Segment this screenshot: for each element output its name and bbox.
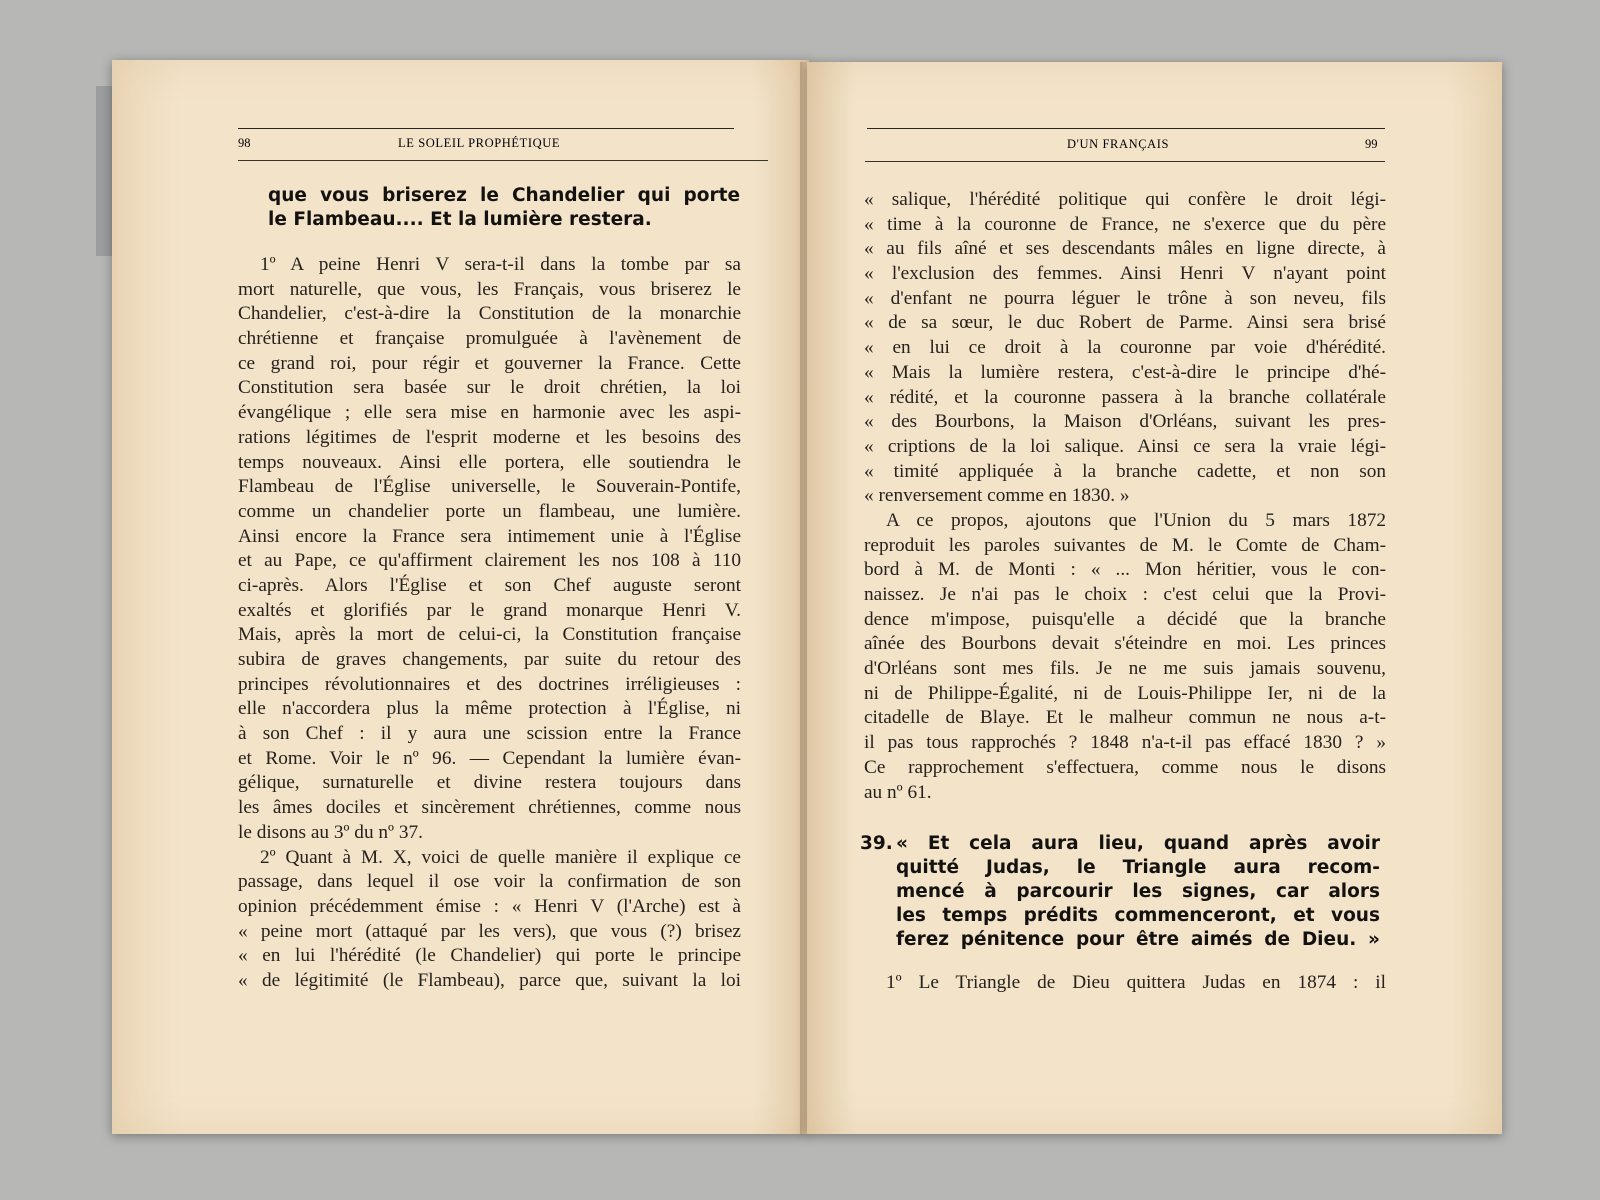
section-number: 39. <box>860 833 893 854</box>
text-line: reproduit les paroles suivantes de M. le Comte de Cham- <box>864 534 1386 556</box>
text-line: à son Chef : il y aura une scission entre la France <box>238 723 741 745</box>
verse-line: quitté Judas, le Triangle aura recom- <box>896 857 1380 878</box>
text-line: chrétienne et française promulguée à l'avènement de <box>238 328 741 350</box>
text-line: « time à la couronne de France, ne s'exerce que du père <box>864 213 1386 235</box>
text-line: A ce propos, ajoutons que l'Union du 5 mars 1872 <box>886 509 1386 531</box>
text-line: « au fils aîné et ses descendants mâles en ligne directe, à <box>864 238 1386 260</box>
text-line: au nº 61. <box>864 781 932 803</box>
verse-line: mencé à parcourir les signes, car alors <box>896 881 1380 902</box>
text-line: passage, dans lequel il ose voir la confirmation de son <box>238 871 741 893</box>
text-line: ce grand roi, pour régir et gouverner la France. Cette <box>238 352 741 374</box>
heading-line: le Flambeau.... Et la lumière restera. <box>268 209 652 230</box>
text-line: naissez. Je n'ai pas le choix : c'est celui que la Provi- <box>864 584 1386 605</box>
right-body-text <box>864 188 1386 805</box>
text-line: ci-après. Alors l'Église et son Chef auguste seront <box>238 574 741 596</box>
text-line: ni de Philippe-Égalité, ni de Louis-Philippe Ier, ni de la <box>864 682 1386 704</box>
text-line: « renversement comme en 1830. » <box>864 485 1130 507</box>
text-line: Ce rapprochement s'effectuera, comme nous le disons <box>864 756 1386 778</box>
header-rule-top <box>867 128 1385 129</box>
text-line: « criptions de la loi salique. Ainsi ce sera la vraie légi- <box>864 435 1386 457</box>
text-line: comme un chandelier porte un flambeau, une lumière. <box>238 500 741 522</box>
text-line: « salique, l'hérédité politique qui confère le droit légi- <box>864 189 1386 210</box>
right-page <box>807 62 1502 1134</box>
text-line: « de légitimité (le Flambeau), parce que, suivant la loi <box>238 969 741 991</box>
text-line: bord à M. de Monti : « ... Mon héritier, vous le con- <box>864 559 1386 581</box>
text-line: citadelle de Blaye. Et le malheur commun ne nous a-t- <box>864 707 1386 729</box>
text-line: aînée des Bourbons devait s'éteindre en moi. Les princes <box>864 633 1386 655</box>
text-line: les âmes dociles et sincèrement chrétiennes, comme nous <box>238 797 741 819</box>
text-line: il pas tous rapprochés ? 1848 n'a-t-il pas effacé 1830 ? » <box>864 732 1386 754</box>
running-title-right: D'UN FRANÇAIS <box>1067 137 1170 151</box>
left-page <box>112 60 809 1134</box>
text-line: le disons au 3º du nº 37. <box>238 821 423 843</box>
text-line: 1º Le Triangle de Dieu quittera Judas en 1874 : il <box>886 972 1386 993</box>
page-number-left: 98 <box>238 136 251 150</box>
text-line: rations légitimes de l'esprit moderne et les besoins des <box>238 426 741 448</box>
text-line: Chandelier, c'est-à-dire la Constitution de la monarchie <box>238 303 741 325</box>
text-line: elle n'accordera plus la même protection à l'Église, ni <box>238 698 741 720</box>
text-line: « Mais la lumière restera, c'est-à-dire le principe d'hé- <box>864 361 1386 383</box>
heading-line: que vous briserez le Chandelier qui porte <box>268 185 740 206</box>
text-line: opinion précédemment émise : « Henri V (l'Arche) est à <box>238 895 741 917</box>
text-line: « peine mort (attaqué par les vers), que vous (?) brisez <box>238 920 741 942</box>
page-number-right: 99 <box>1365 137 1378 151</box>
verse-line: « Et cela aura lieu, quand après avoir <box>896 833 1380 854</box>
text-line: et au Pape, ce qu'affirment clairement les nos 108 à 110 <box>238 550 741 572</box>
verse-line: les temps prédits commenceront, et vous <box>896 905 1380 926</box>
left-body-text <box>238 253 741 994</box>
text-line: « de sa sœur, le duc Robert de Parme. Ainsi sera brisé <box>864 312 1386 334</box>
text-line: « en lui l'hérédité (le Chandelier) qui porte le principe <box>238 945 741 967</box>
text-line: 1º A peine Henri V sera-t-il dans la tombe par sa <box>260 254 741 275</box>
text-line: subira de graves changements, par suite du retour des <box>238 649 741 670</box>
text-line: d'Orléans sont mes fils. Je ne me suis jamais souvenu, <box>864 658 1386 680</box>
text-line: mort naturelle, que vous, les Français, vous briserez le <box>238 278 741 300</box>
text-line: principes révolutionnaires et des doctrines irréligieuses : <box>238 673 741 695</box>
running-title-left: LE SOLEIL PROPHÉTIQUE <box>398 136 561 150</box>
text-line: dence m'impose, puisqu'elle a décidé que la branche <box>864 608 1386 630</box>
text-line: Mais, après la mort de celui-ci, la Constitution française <box>238 624 741 646</box>
text-line: « l'exclusion des femmes. Ainsi Henri V n'ayant point <box>864 263 1386 285</box>
verse-39 <box>860 832 1380 952</box>
text-line: Constitution sera basée sur le droit chrétien, la loi <box>238 377 741 399</box>
text-line: gélique, surnaturelle et divine restera toujours dans <box>238 772 741 794</box>
text-line: « rédité, et la couronne passera à la branche collatérale <box>864 386 1386 408</box>
verse-heading <box>268 184 740 232</box>
text-line: 2º Quant à M. X, voici de quelle manière il explique ce <box>260 846 741 868</box>
right-last-paragraph <box>864 971 1386 996</box>
text-line: évangélique ; elle sera mise en harmonie avec les aspi- <box>238 402 741 424</box>
text-line: « des Bourbons, la Maison d'Orléans, suivant les pres- <box>864 411 1386 433</box>
text-line: « timité appliquée à la branche cadette, et non son <box>864 460 1386 482</box>
text-line: Flambeau de l'Église universelle, le Souverain-Pontife, <box>238 476 741 498</box>
text-line: « en lui ce droit à la couronne par voie d'hérédité. <box>864 337 1386 359</box>
header-rule-bottom <box>865 161 1385 162</box>
text-line: « d'enfant ne pourra léguer le trône à son neveu, fils <box>864 287 1386 309</box>
text-line: et Rome. Voir le nº 96. — Cependant la lumière évan- <box>238 747 741 769</box>
header-rule-top <box>238 128 734 129</box>
verse-line: ferez pénitence pour être aimés de Dieu. » <box>896 929 1380 950</box>
header-rule-bottom <box>238 160 768 161</box>
book-spine-edge <box>96 86 112 256</box>
text-line: Ainsi encore la France sera intimement unie à l'Église <box>238 525 741 547</box>
text-line: temps nouveaux. Ainsi elle portera, elle soutiendra le <box>238 451 741 473</box>
text-line: exaltés et glorifiés par le grand monarque Henri V. <box>238 599 741 621</box>
